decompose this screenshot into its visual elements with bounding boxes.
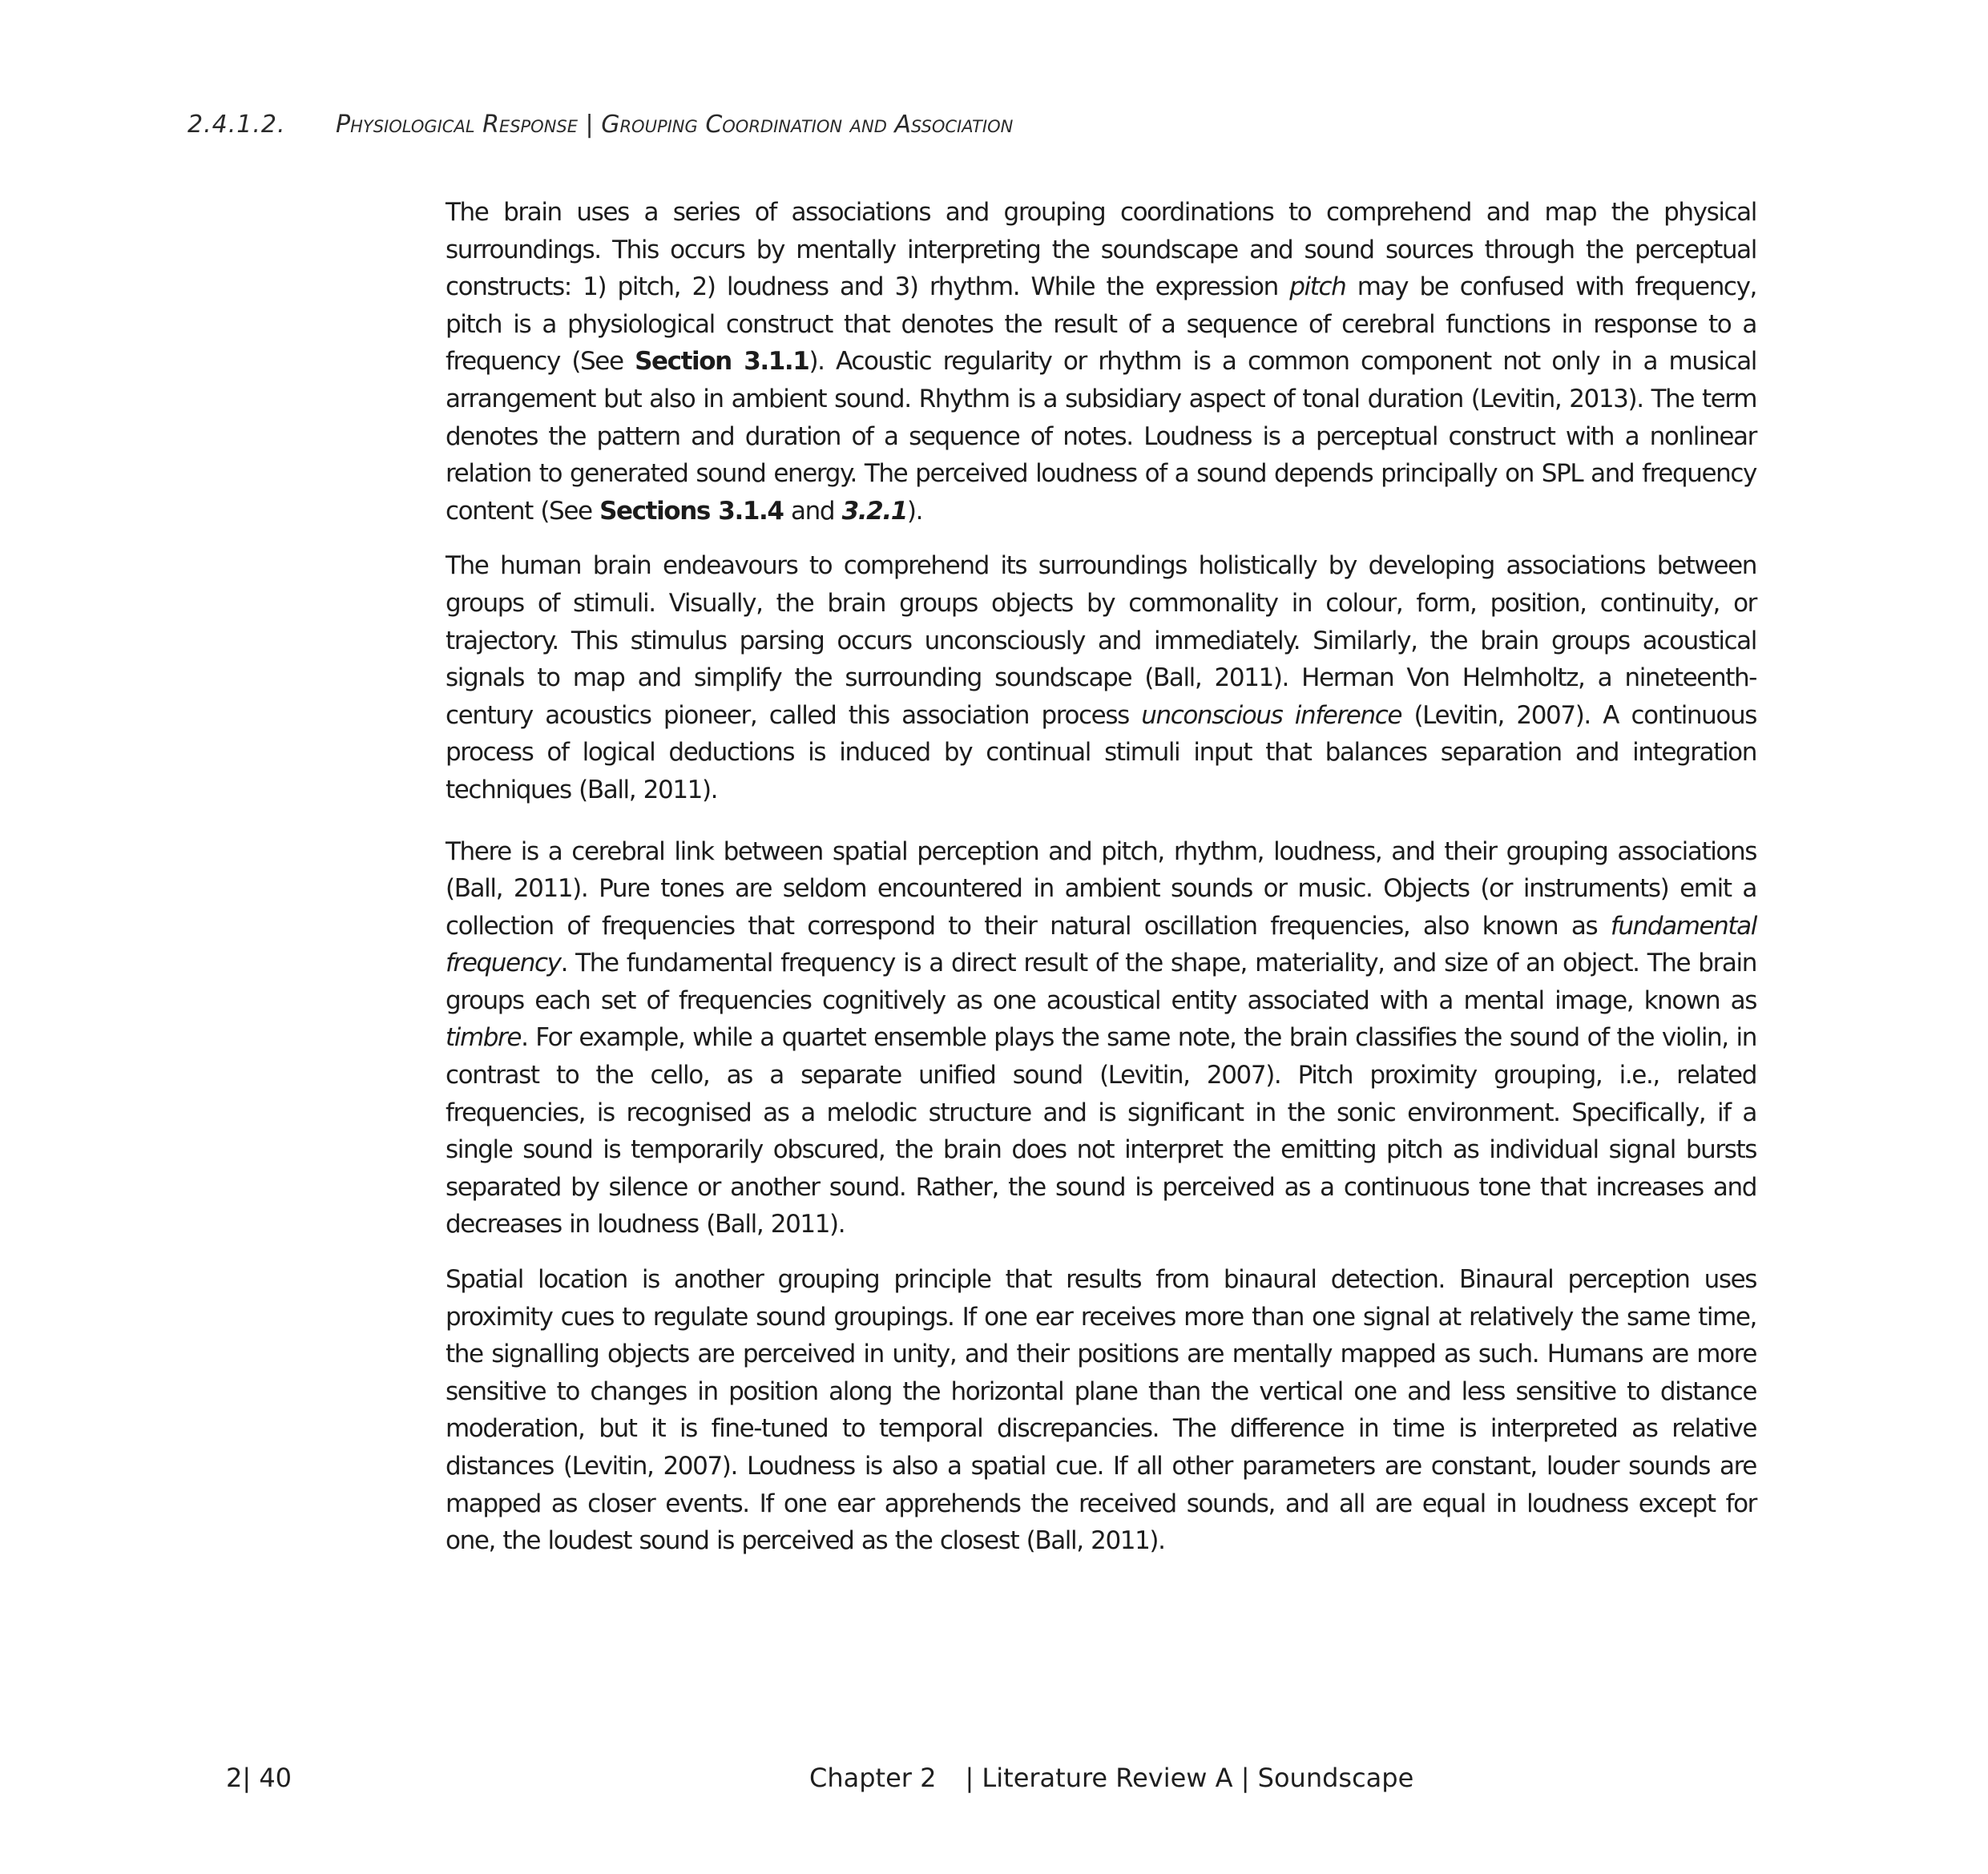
body-text bbox=[446, 194, 1756, 1560]
section-title: Physiological Response | Grouping Coordination and Association bbox=[336, 111, 1014, 139]
text-segment: The brain uses a series of associations and grouping coordinations to comprehend and map the physical surroundings. This occurs by mentally interpreting the soundscape and sound sources through the perceptual constructs: 1) pitch, 2) loudness and 3) rhythm. While the expression bbox=[446, 198, 1756, 302]
text-segment: (Levitin, 2007). A continuous process of logical deductions is induced by continual stimuli input that balances separation and integration techniques (Ball, 2011). bbox=[446, 700, 1756, 804]
text-segment: unconscious inference bbox=[1141, 700, 1402, 730]
text-segment: ). Acoustic regularity or rhythm is a common component not only in a musical arrangement but also in ambient sound. Rhythm is a subsidiary aspect of tonal duration (Levitin, 2013). The term denotes the pattern and duration of a sequence of notes. Loudness is a perceptual construct with a nonlinear relation to generated sound energy. The perceived loudness of a sound depends principally on SPL and frequency content (See bbox=[446, 347, 1757, 526]
text-segment: Sections 3.1.4 bbox=[599, 496, 784, 526]
text-segment: There is a cerebral link between spatial perception and pitch, rhythm, loudness, and their grouping associations (Ball, 2011). Pure tones are seldom encountered in ambient sounds or music. Objects (or instruments) emit a collection of frequencies that correspond to their natural oscillation frequencies, also known as bbox=[446, 836, 1756, 941]
text-segment: fundamental frequency bbox=[446, 911, 1756, 978]
paragraph-2 bbox=[446, 547, 1756, 808]
text-segment: Spatial location is another grouping principle that results from binaural detection. Binaural perception uses proximity cues to regulate sound groupings. If one ear receives more than one signal at relatively the same time, the signalling objects are perceived in unity, and their positions are mentally mapped as such. Humans are more sensitive to changes in position along the horizontal plane than the vertical one and less sensitive to distance moderation, but it is fine-tuned to temporal discrepancies. The difference in time is interpreted as relative distances (Levitin, 2007). Loudness is also a spatial cue. If all other parameters are constant, louder sounds are mapped as closer events. If one ear apprehends the received sounds, and all are equal in loudness except for one, the loudest sound is perceived as the closest (Ball, 2011). bbox=[446, 1265, 1756, 1556]
text-segment: timbre bbox=[446, 1023, 522, 1053]
section-number: 2.4.1.2. bbox=[188, 111, 286, 139]
text-segment: . The fundamental frequency is a direct result of the shape, materiality, and size of an object. The brain groups each set of frequencies cognitively as one acoustical entity associated with a mental image, known as bbox=[446, 949, 1756, 1015]
footer-chapter: Chapter 2 bbox=[809, 1763, 937, 1793]
text-segment: and bbox=[783, 496, 842, 526]
text-segment: The human brain endeavours to comprehend its surroundings holistically by developing associations between groups of stimuli. Visually, the brain groups objects by commonality in colour, form, position, continuity, or trajectory. This stimulus parsing occurs unconsciously and immediately. Similarly, the brain groups acoustical signals to map and simplify the surrounding soundscape (Ball, 2011). Herman Von Helmholtz, a nineteenth-century acoustics pioneer, called this association process bbox=[446, 551, 1756, 730]
running-footer bbox=[809, 1763, 1413, 1793]
text-segment: ). bbox=[906, 496, 923, 526]
section-heading bbox=[188, 111, 1013, 139]
text-segment: may be confused with frequency, pitch is a physiological construct that denotes the result of a sequence of cerebral functions in response to a frequency (See bbox=[446, 272, 1756, 377]
page-number: 2| 40 bbox=[226, 1763, 292, 1793]
footer-section-title: | Literature Review A | Soundscape bbox=[965, 1763, 1414, 1793]
text-segment: 3.2.1 bbox=[841, 496, 907, 526]
paragraph-4 bbox=[446, 1261, 1756, 1560]
paragraph-3 bbox=[446, 833, 1756, 1244]
text-segment: Section 3.1.1 bbox=[635, 347, 809, 377]
text-segment: . For example, while a quartet ensemble plays the same note, the brain classifies the sound of the violin, in contrast to the cello, as a separate unified sound (Levitin, 2007). Pitch proximity grouping, i.e., related frequencies, is recognised as a melodic structure and is significant in the sonic environment. Specifically, if a single sound is temporarily obscured, the brain does not interpret the emitting pitch as individual signal bursts separated by silence or another sound. Rather, the sound is perceived as a continuous tone that increases and decreases in loudness (Ball, 2011). bbox=[446, 1023, 1756, 1239]
paragraph-1 bbox=[446, 194, 1756, 530]
text-segment: pitch bbox=[1289, 272, 1346, 302]
